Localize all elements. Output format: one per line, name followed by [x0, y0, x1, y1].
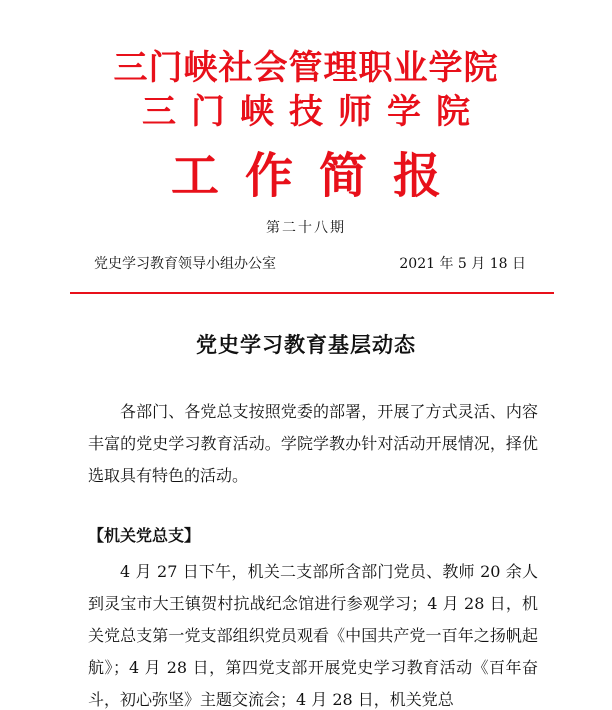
issue-number: 第二十八期 — [266, 220, 346, 236]
college-name-secondary: 三门峡技师学院 — [142, 92, 485, 132]
college-name-primary: 三门峡社会管理职业学院 — [113, 48, 499, 88]
section-heading: 【机关党总支】 — [88, 526, 201, 545]
issue-date: 2021 年 5 月 18 日 — [399, 256, 526, 272]
bulletin-title: 工作简报 — [170, 148, 467, 204]
intro-paragraph: 各部门、各党总支按照党委的部署，开展了方式灵活、内容丰富的党史学习教育活动。学院学教办针对活动开展情况，择优选取具有特色的活动。 — [88, 402, 538, 485]
section-paragraph: 4 月 27 日下午，机关二支部所含部门党员、教师 20 余人到灵宝市大王镇贺村抗战纪念馆进行参观学习；4 月 28 日，机关党总支第一党支部组织党员观看《中国共产党一百年之扬帆起航》；4 月 28 日，第四党支部开展党史学习教育活动《百年奋斗，初心弥坚》主题交流会；4 月 28 日，机关党总 — [88, 562, 538, 709]
header-divider — [70, 292, 554, 294]
article-title: 党史学习教育基层动态 — [196, 332, 416, 357]
issuer-office: 党史学习教育领导小组办公室 — [94, 256, 276, 272]
